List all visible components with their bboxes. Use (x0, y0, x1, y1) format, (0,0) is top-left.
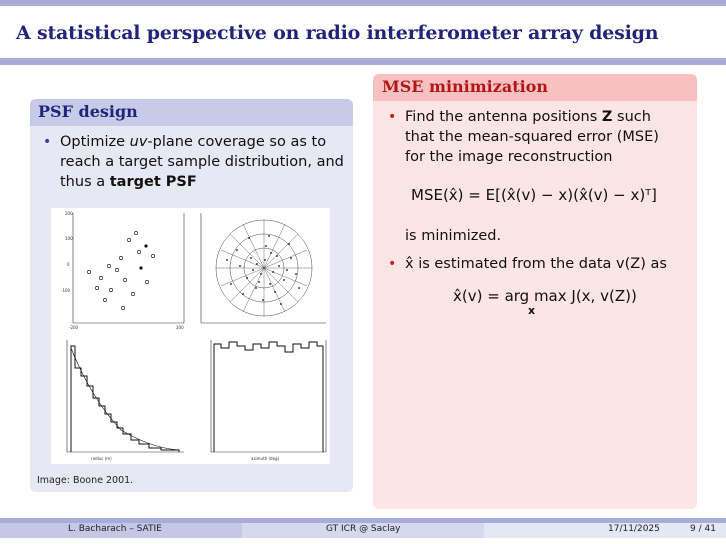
bullet-icon: • (43, 134, 52, 150)
estimator-equation: x̂(v) = arg max J(x, v(Z)) (453, 287, 637, 305)
footer-author-cell (0, 523, 242, 538)
boone-figure-plots (51, 208, 330, 464)
psf-bullet: • Optimize uv-plane coverage so as to reach a target sample distribution, and thus a target PSF (43, 134, 344, 190)
svg-text:0: 0 (67, 262, 70, 267)
slide-title: A statistical perspective on radio interferometer array design (16, 22, 659, 44)
figure-caption: Image: Boone 2001. (37, 475, 134, 486)
psf-design-title: PSF design (38, 102, 138, 121)
svg-text:200: 200 (65, 211, 73, 216)
bullet-icon: • (388, 256, 397, 272)
mse-bullet-2: • x̂ is estimated from the data v(Z) as (388, 256, 667, 272)
uv-coverage-plot (201, 213, 326, 323)
top-rule (0, 0, 726, 6)
footer-date-cell (484, 523, 726, 538)
mse-minimization-block (373, 74, 697, 509)
mse-minimization-header (373, 74, 697, 101)
bullet-icon: • (388, 109, 397, 125)
footer-author: L. Bacharach – SATIE (68, 524, 162, 534)
svg-text:-200: -200 (69, 325, 79, 330)
footer (0, 518, 726, 544)
svg-text:200: 200 (176, 325, 184, 330)
title-bar (0, 12, 726, 62)
footer-event-cell (242, 523, 484, 538)
svg-text:100: 100 (65, 236, 73, 241)
svg-text:-100: -100 (61, 288, 71, 293)
mse-bullet-1: • Find the antenna positions Z such that the mean-squared error (MSE) for the image reconstruction (388, 109, 659, 165)
psf-design-header (30, 99, 353, 126)
footer-page-number: 9 / 41 (690, 524, 716, 534)
mse-equation: MSE(x̂) = E[(x̂(v) − x)(x̂(v) − x)ᵀ] (411, 186, 657, 204)
angular-distribution-plot (211, 340, 326, 461)
svg-text:radius (m): radius (m) (91, 456, 112, 461)
svg-text:azimuth (deg): azimuth (deg) (251, 456, 280, 461)
mse-bullet-1-continuation: is minimized. (405, 228, 502, 244)
mse-minimization-title: MSE minimization (382, 77, 548, 96)
antenna-layout-plot (61, 211, 184, 330)
estimator-argmax-subscript: x (528, 304, 536, 317)
footer-date: 17/11/2025 (608, 524, 660, 534)
radial-distribution-plot (67, 340, 184, 461)
boone-figure (51, 208, 330, 464)
footer-event: GT ICR @ Saclay (326, 524, 401, 534)
psf-design-block (30, 99, 353, 492)
title-underline (0, 58, 726, 65)
